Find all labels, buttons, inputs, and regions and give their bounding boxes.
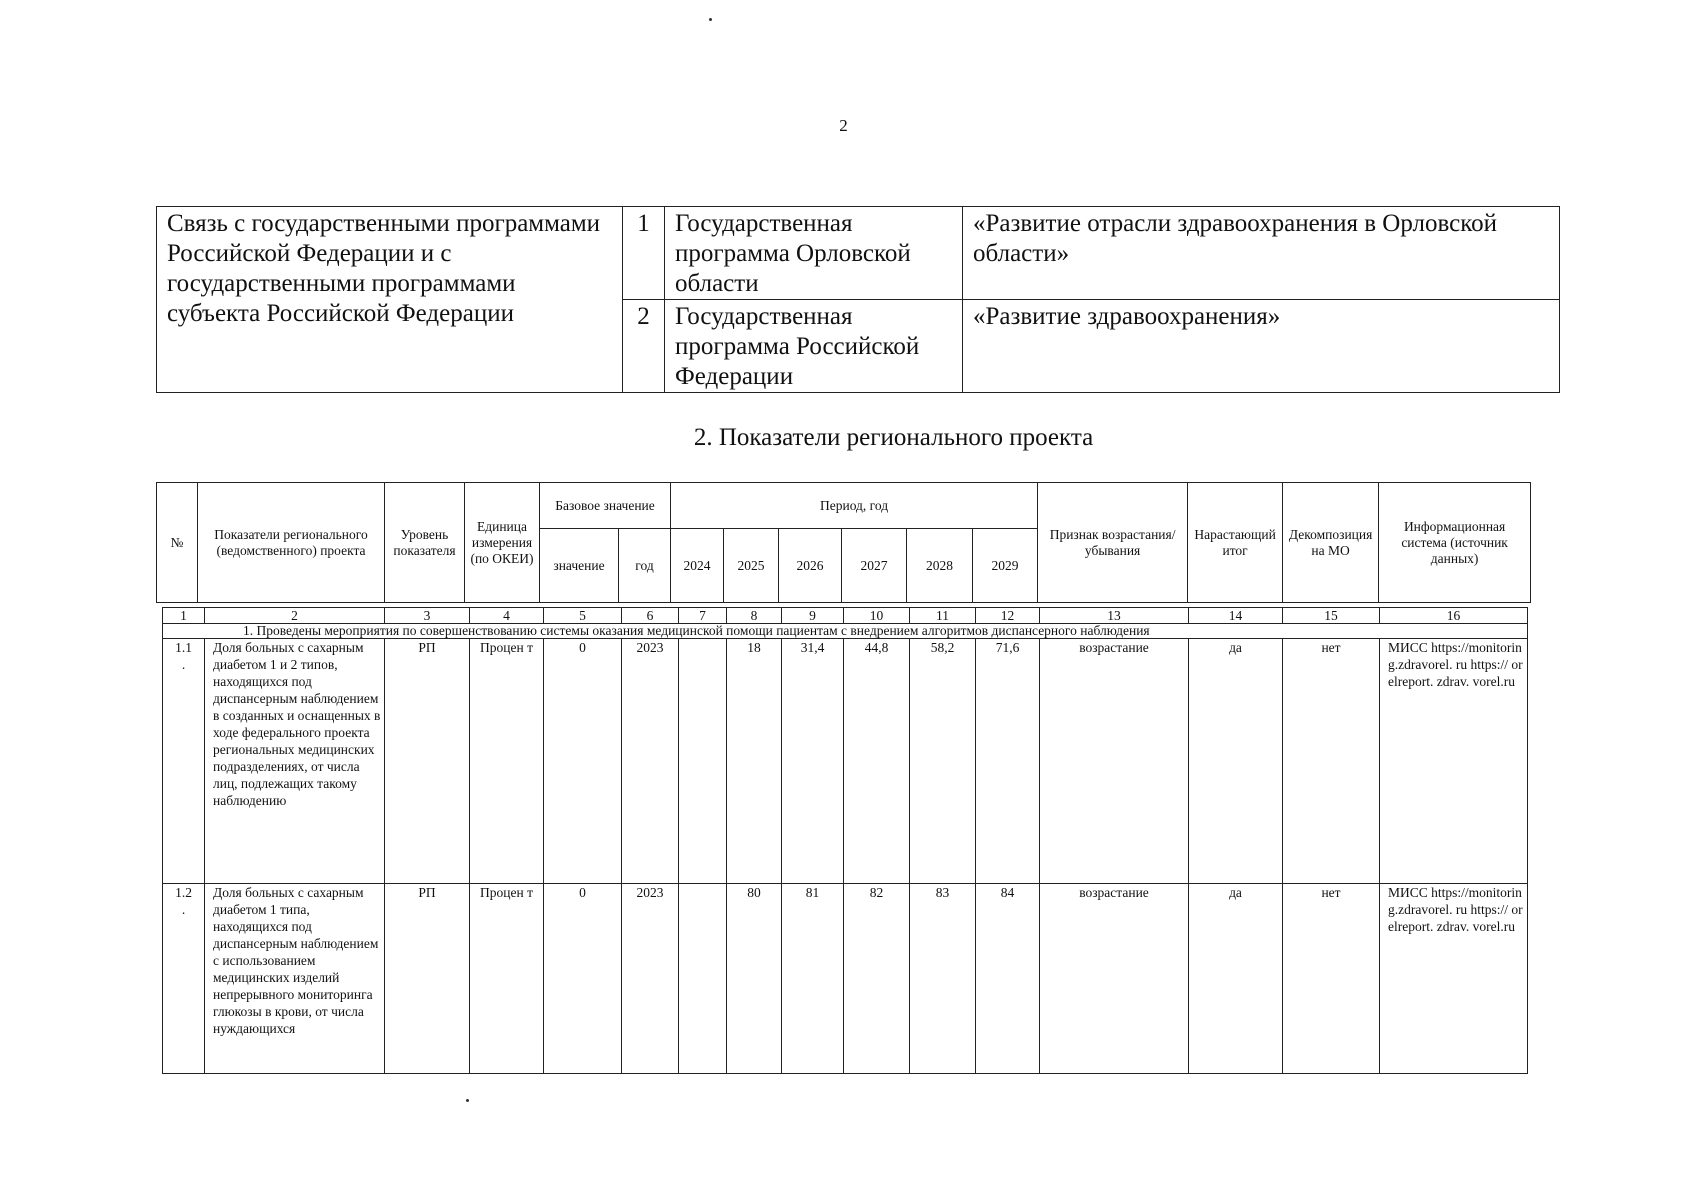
column-number: 11 xyxy=(910,608,976,624)
row-value-2026: 81 xyxy=(782,884,844,1074)
row-value-2025: 18 xyxy=(727,639,782,884)
row-num: 1.1 . xyxy=(163,639,205,884)
row-info-system: МИСС https://monitoring.zdravorel. ru https:// orelreport. zdrav. vorel.ru xyxy=(1380,884,1528,1074)
link-program-type: Государственная программа Российской Федерации xyxy=(665,300,963,393)
header-year-col: 2029 xyxy=(973,529,1038,603)
row-indicator-name: Доля больных с сахарным диабетом 1 типа, находящихся под диспансерным наблюдением с использованием медицинских изделий непрерывного мониторинга глюкозы в крови, от числа нуждающихся xyxy=(205,884,385,1074)
section-row: 1. Проведены мероприятия по совершенствованию системы оказания медицинской помощи пациентам с внедрением алгоритмов диспансерного наблюдения xyxy=(163,624,1528,639)
row-value-2026: 31,4 xyxy=(782,639,844,884)
row-value-2025: 80 xyxy=(727,884,782,1074)
row-level: РП xyxy=(385,639,470,884)
table-row xyxy=(163,639,1528,884)
column-number: 12 xyxy=(976,608,1040,624)
row-num: 1.2 . xyxy=(163,884,205,1074)
header-value: значение xyxy=(540,529,619,603)
column-number: 1 xyxy=(163,608,205,624)
header-year-col: 2024 xyxy=(671,529,724,603)
programs-link-table xyxy=(156,206,1560,393)
column-number: 8 xyxy=(727,608,782,624)
column-number: 2 xyxy=(205,608,385,624)
link-program-type: Государственная программа Орловской области xyxy=(665,207,963,300)
header-year-col: 2027 xyxy=(842,529,907,603)
scan-speck xyxy=(466,1099,469,1102)
link-program-name: «Развитие здравоохранения» xyxy=(963,300,1560,393)
header-decomposition: Декомпозиция на МО xyxy=(1283,483,1379,603)
row-trend: возрастание xyxy=(1040,884,1189,1074)
row-value-2029: 84 xyxy=(976,884,1040,1074)
link-num: 1 xyxy=(623,207,665,300)
header-indicator: Показатели регионального (ведомственного) проекта xyxy=(198,483,385,603)
row-trend: возрастание xyxy=(1040,639,1189,884)
row-value-2027: 44,8 xyxy=(844,639,910,884)
indicators-table xyxy=(162,607,1528,1074)
row-info-system: МИСС https://monitoring.zdravorel. ru https:// orelreport. zdrav. vorel.ru xyxy=(1380,639,1528,884)
header-info-system: Информационная система (источник данных) xyxy=(1379,483,1531,603)
row-base-year: 2023 xyxy=(622,639,679,884)
column-number: 5 xyxy=(544,608,622,624)
row-base-value: 0 xyxy=(544,884,622,1074)
header-level: Уровень показателя xyxy=(385,483,465,603)
row-value-2028: 83 xyxy=(910,884,976,1074)
column-number: 3 xyxy=(385,608,470,624)
row-value-2029: 71,6 xyxy=(976,639,1040,884)
row-unit: Процен т xyxy=(470,884,544,1074)
indicators-header xyxy=(156,482,1531,603)
row-cumulative: да xyxy=(1189,639,1283,884)
header-year: год xyxy=(619,529,671,603)
row-unit: Процен т xyxy=(470,639,544,884)
row-indicator-name: Доля больных с сахарным диабетом 1 и 2 типов, находящихся под диспансерным наблюдением в созданных и оснащенных в ходе федерального проекта региональных медицинских подразделениях, от числа лиц, подлежащих такому наблюдению xyxy=(205,639,385,884)
link-program-name: «Развитие отрасли здравоохранения в Орловской области» xyxy=(963,207,1560,300)
table-row xyxy=(163,884,1528,1074)
column-number: 15 xyxy=(1283,608,1380,624)
header-period: Период, год xyxy=(671,483,1038,529)
row-level: РП xyxy=(385,884,470,1074)
row-base-year: 2023 xyxy=(622,884,679,1074)
links-label: Связь с государственными программами Российской Федерации и с государственными программами субъекта Российской Федерации xyxy=(157,207,623,393)
column-number: 7 xyxy=(679,608,727,624)
header-year-col: 2028 xyxy=(907,529,973,603)
header-cumulative: Нарастающий итог xyxy=(1188,483,1283,603)
column-number: 10 xyxy=(844,608,910,624)
column-number: 4 xyxy=(470,608,544,624)
column-number: 16 xyxy=(1380,608,1528,624)
header-num: № xyxy=(157,483,198,603)
row-cumulative: да xyxy=(1189,884,1283,1074)
link-num: 2 xyxy=(623,300,665,393)
header-year-col: 2026 xyxy=(779,529,842,603)
header-year-col: 2025 xyxy=(724,529,779,603)
row-decomposition: нет xyxy=(1283,639,1380,884)
header-trend: Признак возрастания/убывания xyxy=(1038,483,1188,603)
column-number: 9 xyxy=(782,608,844,624)
page-number: 2 xyxy=(839,116,848,135)
row-value-2027: 82 xyxy=(844,884,910,1074)
row-base-value: 0 xyxy=(544,639,622,884)
row-decomposition: нет xyxy=(1283,884,1380,1074)
scan-speck xyxy=(709,18,712,21)
row-value-2024 xyxy=(679,639,727,884)
column-number: 13 xyxy=(1040,608,1189,624)
row-value-2028: 58,2 xyxy=(910,639,976,884)
header-base-value: Базовое значение xyxy=(540,483,671,529)
header-unit: Единица измерения (по ОКЕИ) xyxy=(465,483,540,603)
column-number: 14 xyxy=(1189,608,1283,624)
section-title: 2. Показатели регионального проекта xyxy=(693,424,1094,451)
row-value-2024 xyxy=(679,884,727,1074)
column-number: 6 xyxy=(622,608,679,624)
